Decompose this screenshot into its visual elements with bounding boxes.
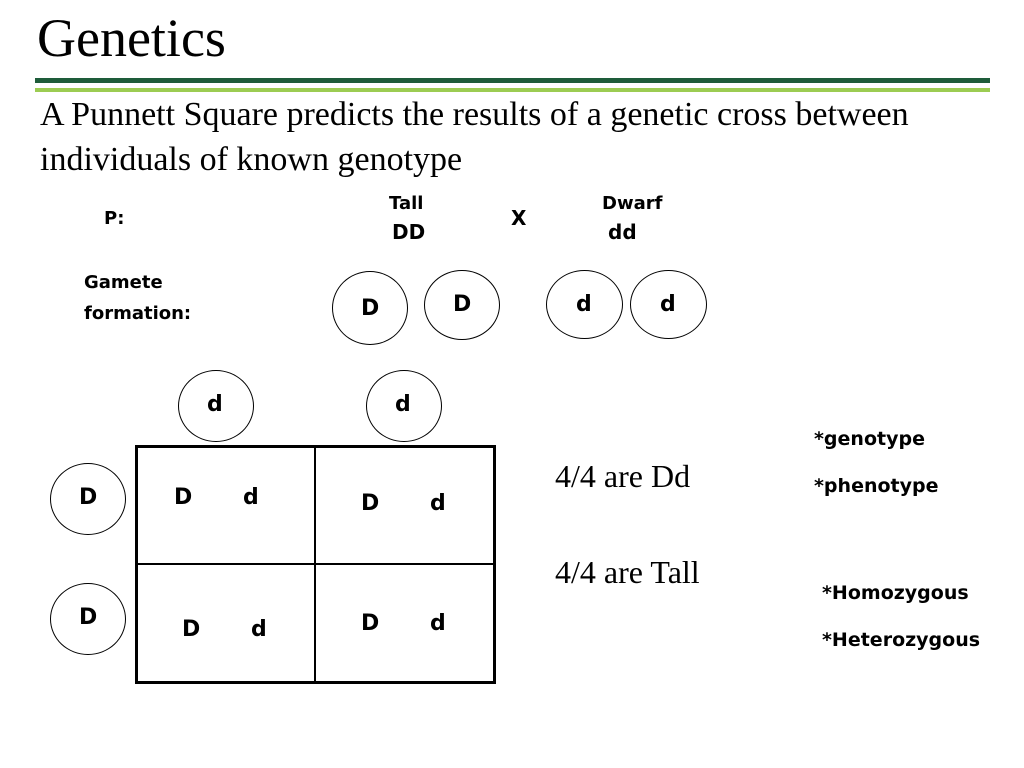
- title-divider-dark: [35, 78, 990, 83]
- term-heterozygous: *Heterozygous: [822, 629, 981, 651]
- column-allele: d: [395, 392, 411, 417]
- parent2-phenotype: Dwarf: [602, 193, 663, 214]
- cross-symbol: X: [511, 206, 527, 230]
- gamete-circle: [630, 270, 707, 339]
- parent1-phenotype: Tall: [389, 193, 424, 214]
- genotype-ratio: 4/4 are Dd: [555, 458, 691, 494]
- gamete-label-line2: formation:: [84, 303, 192, 324]
- column-allele-circle: [366, 370, 442, 442]
- cell-allele: d: [430, 491, 446, 516]
- gamete-label-line1: Gamete: [84, 272, 163, 293]
- cell-allele: D: [174, 485, 193, 510]
- cell-allele: d: [243, 485, 259, 510]
- gamete-circle: [546, 270, 623, 339]
- term-phenotype: *phenotype: [814, 475, 939, 497]
- cell-allele: d: [251, 617, 267, 642]
- cell-allele: D: [361, 491, 380, 516]
- column-allele-circle: [178, 370, 254, 442]
- term-genotype: *genotype: [814, 428, 925, 450]
- gamete-allele: d: [660, 292, 676, 317]
- cell-allele: D: [182, 617, 201, 642]
- gamete-circle: [332, 271, 408, 345]
- parent2-genotype: dd: [608, 220, 637, 244]
- cell-allele: D: [361, 611, 380, 636]
- phenotype-ratio: 4/4 are Tall: [555, 554, 700, 590]
- column-allele: d: [207, 392, 223, 417]
- slide-title: Genetics: [37, 8, 226, 68]
- row-allele-circle: [50, 463, 126, 535]
- cell-allele: d: [430, 611, 446, 636]
- p-label: P:: [104, 208, 125, 229]
- parent1-genotype: DD: [392, 220, 426, 244]
- gamete-allele: D: [453, 292, 472, 317]
- slide-subtitle: A Punnett Square predicts the results of a genetic cross between individuals of known genotype: [40, 96, 909, 178]
- row-allele: D: [79, 485, 98, 510]
- row-allele: D: [79, 605, 98, 630]
- row-allele-circle: [50, 583, 126, 655]
- punnett-divider-horizontal: [138, 563, 493, 565]
- gamete-allele: d: [576, 292, 592, 317]
- gamete-circle: [424, 270, 500, 340]
- gamete-allele: D: [361, 296, 380, 321]
- term-homozygous: *Homozygous: [822, 582, 969, 604]
